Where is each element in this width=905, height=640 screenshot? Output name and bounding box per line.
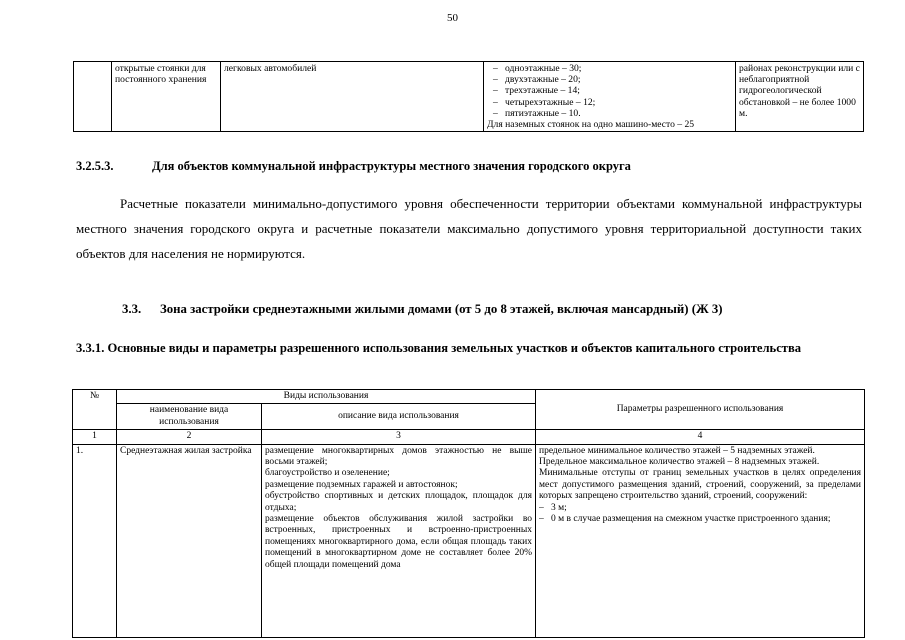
desc-line: размещение подземных гаражей и автостоянок; [265, 479, 458, 490]
table-row [74, 62, 864, 132]
header-params: Параметры разрешенного использования [536, 390, 865, 430]
param-line: Минимальные отступы от границ земельных участков в целях определения мест допустимого размещения зданий, строений, сооружений, за пределами которых запрещено строительство зданий, строений, сооружений: [539, 468, 861, 502]
table-cell: легковых автомобилей [221, 62, 484, 132]
col-number: 4 [536, 430, 865, 444]
table-cell-footer: Для наземных стоянок на одно машино-место – 25 [487, 119, 695, 131]
desc-line: благоустройство и озеленение; [265, 468, 390, 479]
table-header-row [73, 390, 865, 404]
header-name: наименование вида использования [117, 404, 262, 430]
list-item: – четырехэтажные – 12; [493, 96, 596, 108]
list-item: – трехэтажные – 14; [493, 85, 580, 97]
param-line: предельное минимальное количество этажей – 5 надземных этажей. [539, 445, 815, 456]
table-colnum-row [73, 430, 865, 444]
page-number: 50 [447, 12, 458, 24]
section-number: 3.3. [122, 302, 142, 316]
desc-line: размещение многоквартирных домов этажностью не выше восьми этажей; [265, 445, 532, 468]
header-kinds: Виды использования [117, 390, 536, 404]
section-number: 3.2.5.3. [76, 159, 114, 173]
section-heading-33 [122, 302, 723, 317]
list-item: – одноэтажные – 30; [493, 63, 582, 74]
land-use-table [72, 389, 865, 638]
section-title: Зона застройки среднеэтажными жилыми домами (от 5 до 8 этажей, включая мансардный) (Ж 3) [160, 302, 723, 316]
list-item: – пятиэтажные – 10. [493, 107, 581, 119]
row-parameters [536, 444, 865, 637]
section-paragraph: Расчетные показатели минимально-допустимого уровня обеспеченности территории объектами коммунальной инфраструктуры местного значения городского округа и расчетные показатели максимально допустимого уровня территориальной доступности таких объектов для населения не нормируются. [76, 196, 862, 261]
header-desc: описание вида использования [262, 404, 536, 430]
col-number: 3 [262, 430, 536, 444]
row-description [262, 444, 536, 637]
section-heading-331: 3.3.1. Основные виды и параметры разрешенного использования земельных участков и объектов капитального строительства [76, 341, 802, 355]
table-cell [74, 62, 112, 132]
table-cell: районах реконструкции или с неблагоприятной гидрогеологической обстановкой – не более 1000 м. [736, 62, 864, 132]
header-num: № [73, 390, 117, 430]
top-table [73, 61, 864, 132]
list-item: – двухэтажные – 20; [493, 74, 581, 86]
param-bullet: – 0 м в случае размещения на смежном участке пристроенного здания; [539, 514, 831, 525]
table-cell [484, 62, 736, 132]
row-name: Среднеэтажная жилая застройка [117, 444, 262, 637]
desc-line: размещение объектов обслуживания жилой застройки во встроенных, пристроенных и встроенно-пристроенных помещениях многоквартирного дома, если общая площадь таких помещений в многоквартирном доме не составляет более 20% общей площади помещений дома [265, 514, 532, 570]
desc-line: обустройство спортивных и детских площадок, площадок для отдыха; [265, 491, 532, 513]
section-heading-3253 [76, 159, 631, 174]
table-cell: открытые стоянки для постоянного хранения [112, 62, 221, 132]
section-title: Для объектов коммунальной инфраструктуры местного значения городского округа [152, 159, 631, 173]
table-row [73, 444, 865, 637]
col-number: 2 [117, 430, 262, 444]
param-line: Предельное максимальное количество этажей – 8 надземных этажей. [539, 457, 820, 468]
param-bullet: – 3 м; [539, 502, 567, 513]
row-number: 1. [73, 444, 117, 637]
col-number: 1 [73, 430, 117, 444]
